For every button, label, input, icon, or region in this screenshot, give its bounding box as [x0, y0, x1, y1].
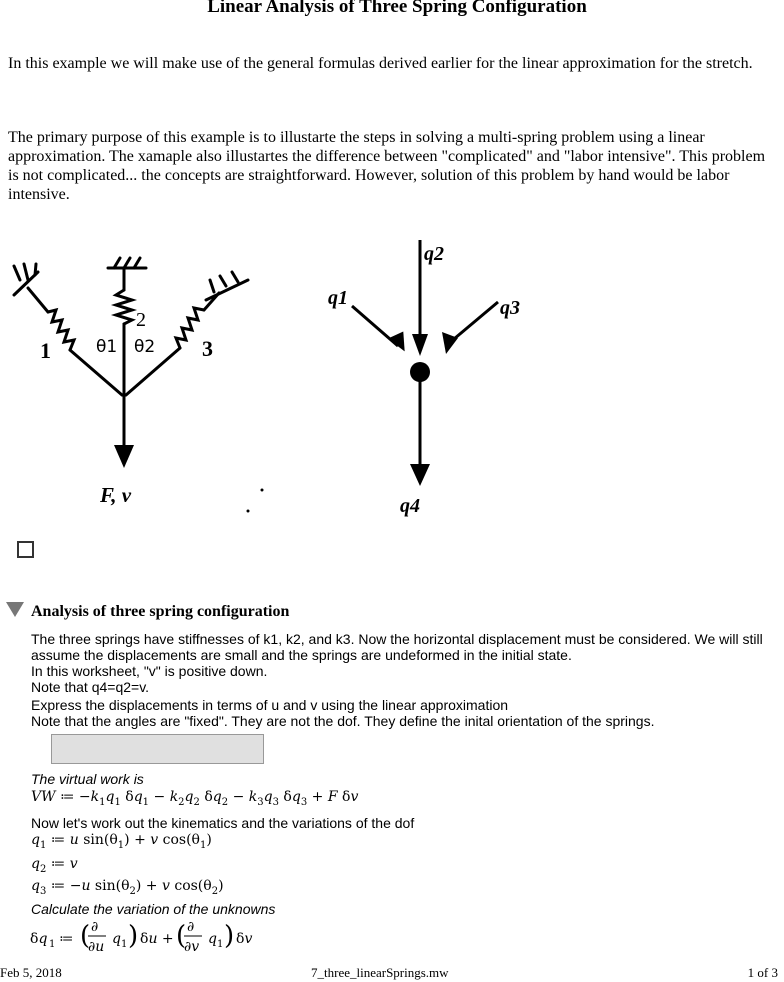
intro-paragraph-2: The primary purpose of this example is to illustarte the steps in solving a multi-spring problem using a linear approximation. The xamaple also illustartes the difference between "complicated" and "labor intensive". This problem is not complicated... the concepts are straightforward. However, solution of this problem by hand would be labor intensive.	[8, 129, 766, 203]
svg-text:∂u: ∂u	[88, 939, 105, 955]
svg-text:∂: ∂	[91, 919, 99, 935]
section-text-line-3: In this worksheet, "v" is positive down.	[31, 663, 268, 679]
displacement-figure	[320, 238, 550, 520]
svg-text:≔: ≔	[59, 931, 74, 947]
virtual-work-equation: VW ≔ $-k_1q_1$ $\delta q_1 - k_2q_2$ $\delta q_2 - k_3q_3$ $\delta q_3 + F$ δv	[31, 789, 359, 808]
svg-text:∂v: ∂v	[184, 939, 200, 955]
virtual-work-label: The virtual work is	[31, 771, 144, 787]
page-title: Linear Analysis of Three Spring Configuration	[207, 0, 587, 17]
variation-label: Calculate the variation of the unknowns	[31, 901, 276, 917]
q3-label: q3	[500, 297, 520, 319]
svg-text:q: q	[208, 931, 217, 947]
q4-label: q4	[400, 495, 420, 517]
footer-page-number: 1 of 3	[747, 965, 778, 980]
svg-text:): )	[128, 921, 139, 951]
svg-text:1: 1	[217, 939, 224, 950]
section-text-line-6: Note that the angles are "fixed". They are not the dof. They define the inital orientation of the springs.	[31, 713, 655, 729]
svg-text:q: q	[112, 931, 121, 947]
checkbox[interactable]	[17, 541, 34, 558]
svg-text:∂: ∂	[187, 919, 195, 935]
svg-text:δq: δq	[30, 931, 48, 947]
section-text-line-2: assume the displacements are small and the springs are undeformed in the initial state.	[31, 647, 572, 663]
svg-text:δv: δv	[236, 931, 253, 947]
q2-label: q2	[424, 243, 444, 265]
section-text-line-1: The three springs have stiffnesses of k1, k2, and k3. Now the horizontal displacement must be considered. We will still	[31, 631, 763, 647]
spring-1-label: 1	[40, 338, 51, 363]
three-spring-figure	[4, 240, 274, 515]
section-collapse-triangle-icon[interactable]	[6, 602, 24, 617]
svg-text:(: (	[176, 921, 187, 951]
q1-equation: $q_1$ ≔ u $\sin(\theta_1) + v$ $\cos(\theta_1)$	[31, 832, 212, 851]
section-text-line-4: Note that q4=q2=v.	[31, 679, 150, 695]
section-text-line-5: Express the displacements in terms of u and v using the linear approximation	[31, 697, 509, 713]
input-region[interactable]	[51, 734, 264, 764]
svg-text:δu +: δu +	[140, 931, 174, 947]
kinematics-label: Now let's work out the kinematics and the variations of the dof	[31, 815, 415, 831]
section-title: Analysis of three spring configuration	[31, 603, 290, 620]
footer-filename: 7_three_linearSprings.mw	[311, 965, 449, 980]
spring-3-label: 3	[202, 336, 213, 361]
spring-2-label: 2	[136, 309, 146, 331]
svg-text:1: 1	[121, 939, 128, 950]
svg-text:1: 1	[49, 939, 56, 950]
svg-text:): )	[224, 921, 235, 951]
variation-equation	[28, 917, 268, 959]
q3-equation: $q_3$ ≔ −u $\sin(\theta_2) + v$ $\cos(\theta_2)$	[31, 878, 224, 897]
svg-text:(: (	[80, 921, 91, 951]
intro-paragraph-1: In this example we will make use of the general formulas derived earlier for the linear approximation for the stretch.	[8, 55, 753, 72]
footer-date: Feb 5, 2018	[0, 965, 62, 980]
q1-label: q1	[328, 287, 348, 309]
q2-equation: $q_2$ ≔ v	[31, 856, 78, 875]
theta2-label: θ2	[134, 337, 156, 357]
force-label: F, v	[100, 483, 132, 507]
theta1-label: θ1	[96, 337, 118, 357]
